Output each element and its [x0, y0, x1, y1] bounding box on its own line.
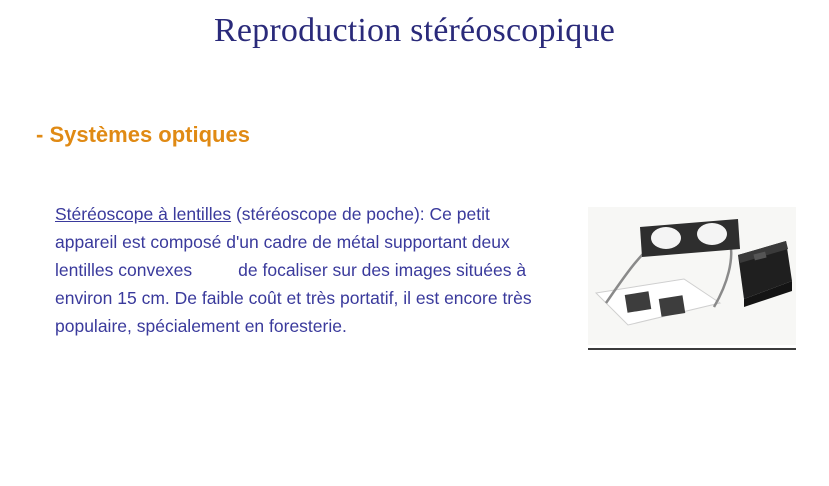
body-paragraph	[55, 200, 555, 340]
page-title: Reproduction stéréoscopique	[213, 12, 615, 49]
body-lead-term: Stéréoscope à lentilles	[55, 204, 232, 224]
stereoscope-photo	[588, 207, 796, 345]
figure-underline	[588, 348, 796, 350]
pocket-stereoscope-illustration	[588, 207, 796, 345]
section-heading: - Systèmes optiques	[36, 122, 250, 147]
body-text-part-two: de focaliser sur des images situées à environ 15 cm. De faible coût et très portatif, il est encore très populaire, spécialement en foresterie.	[55, 260, 532, 336]
body-text-part-one: (stéréoscope de poche): Ce petit appareil est composé d'un cadre de métal supportant deux lentilles convexes	[55, 204, 510, 280]
